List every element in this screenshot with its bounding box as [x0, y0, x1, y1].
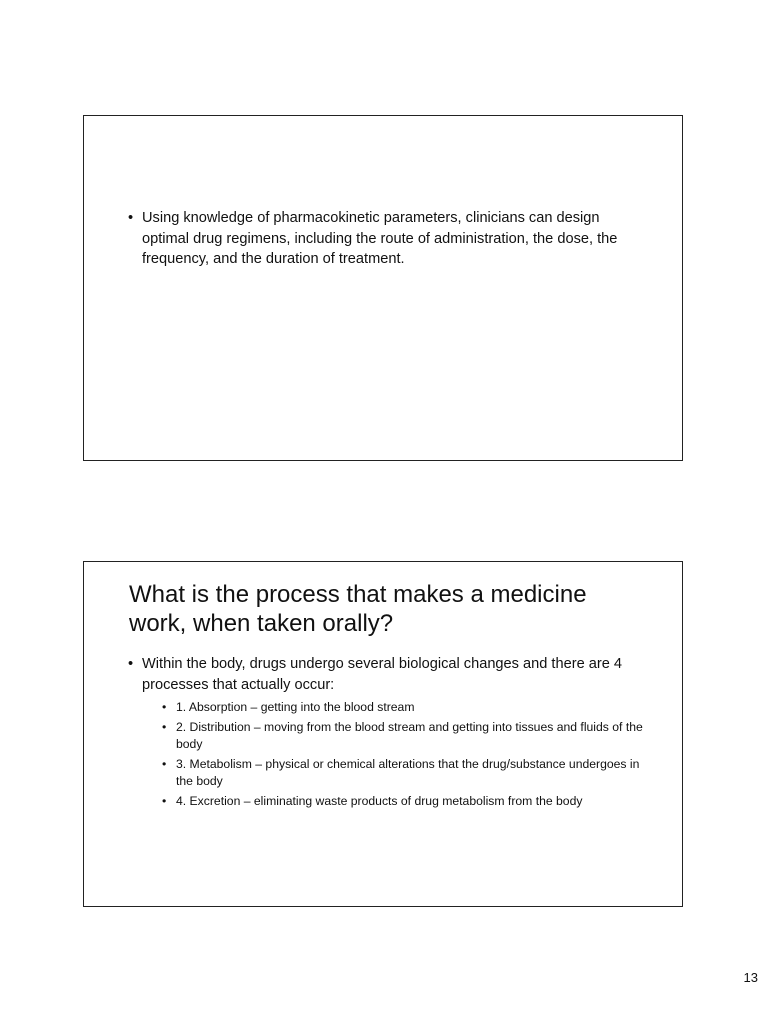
slide-2-bullet-list	[128, 654, 658, 814]
sub-bullet-distribution: • 2. Distribution – moving from the blood stream and getting into tissues and fluids of the body	[162, 719, 658, 753]
slide-1-bullet-list	[128, 208, 648, 270]
sub-bullet-metabolism: • 3. Metabolism – physical or chemical alterations that the drug/substance undergoes in the body	[162, 756, 658, 790]
slide-1	[83, 115, 683, 461]
sub-bullet-excretion: • 4. Excretion – eliminating waste products of drug metabolism from the body	[162, 793, 658, 810]
slide-2-bullet-text: Within the body, drugs undergo several biological changes and there are 4 processes that actually occur:	[142, 656, 623, 693]
sub-bullet-absorption: • 1. Absorption – getting into the blood stream	[162, 699, 658, 716]
slide-2-sub-bullet-list	[142, 699, 658, 810]
slide-2	[83, 561, 683, 907]
page-number: 13	[743, 970, 758, 985]
slide-2-title: What is the process that makes a medicine work, when taken orally?	[129, 581, 587, 637]
slide-2-bullet	[128, 654, 658, 810]
slide-1-bullet: • Using knowledge of pharmacokinetic parameters, clinicians can design optimal drug regimens, including the route of administration, the dose, the frequency, and the duration of treatment.	[128, 208, 648, 270]
